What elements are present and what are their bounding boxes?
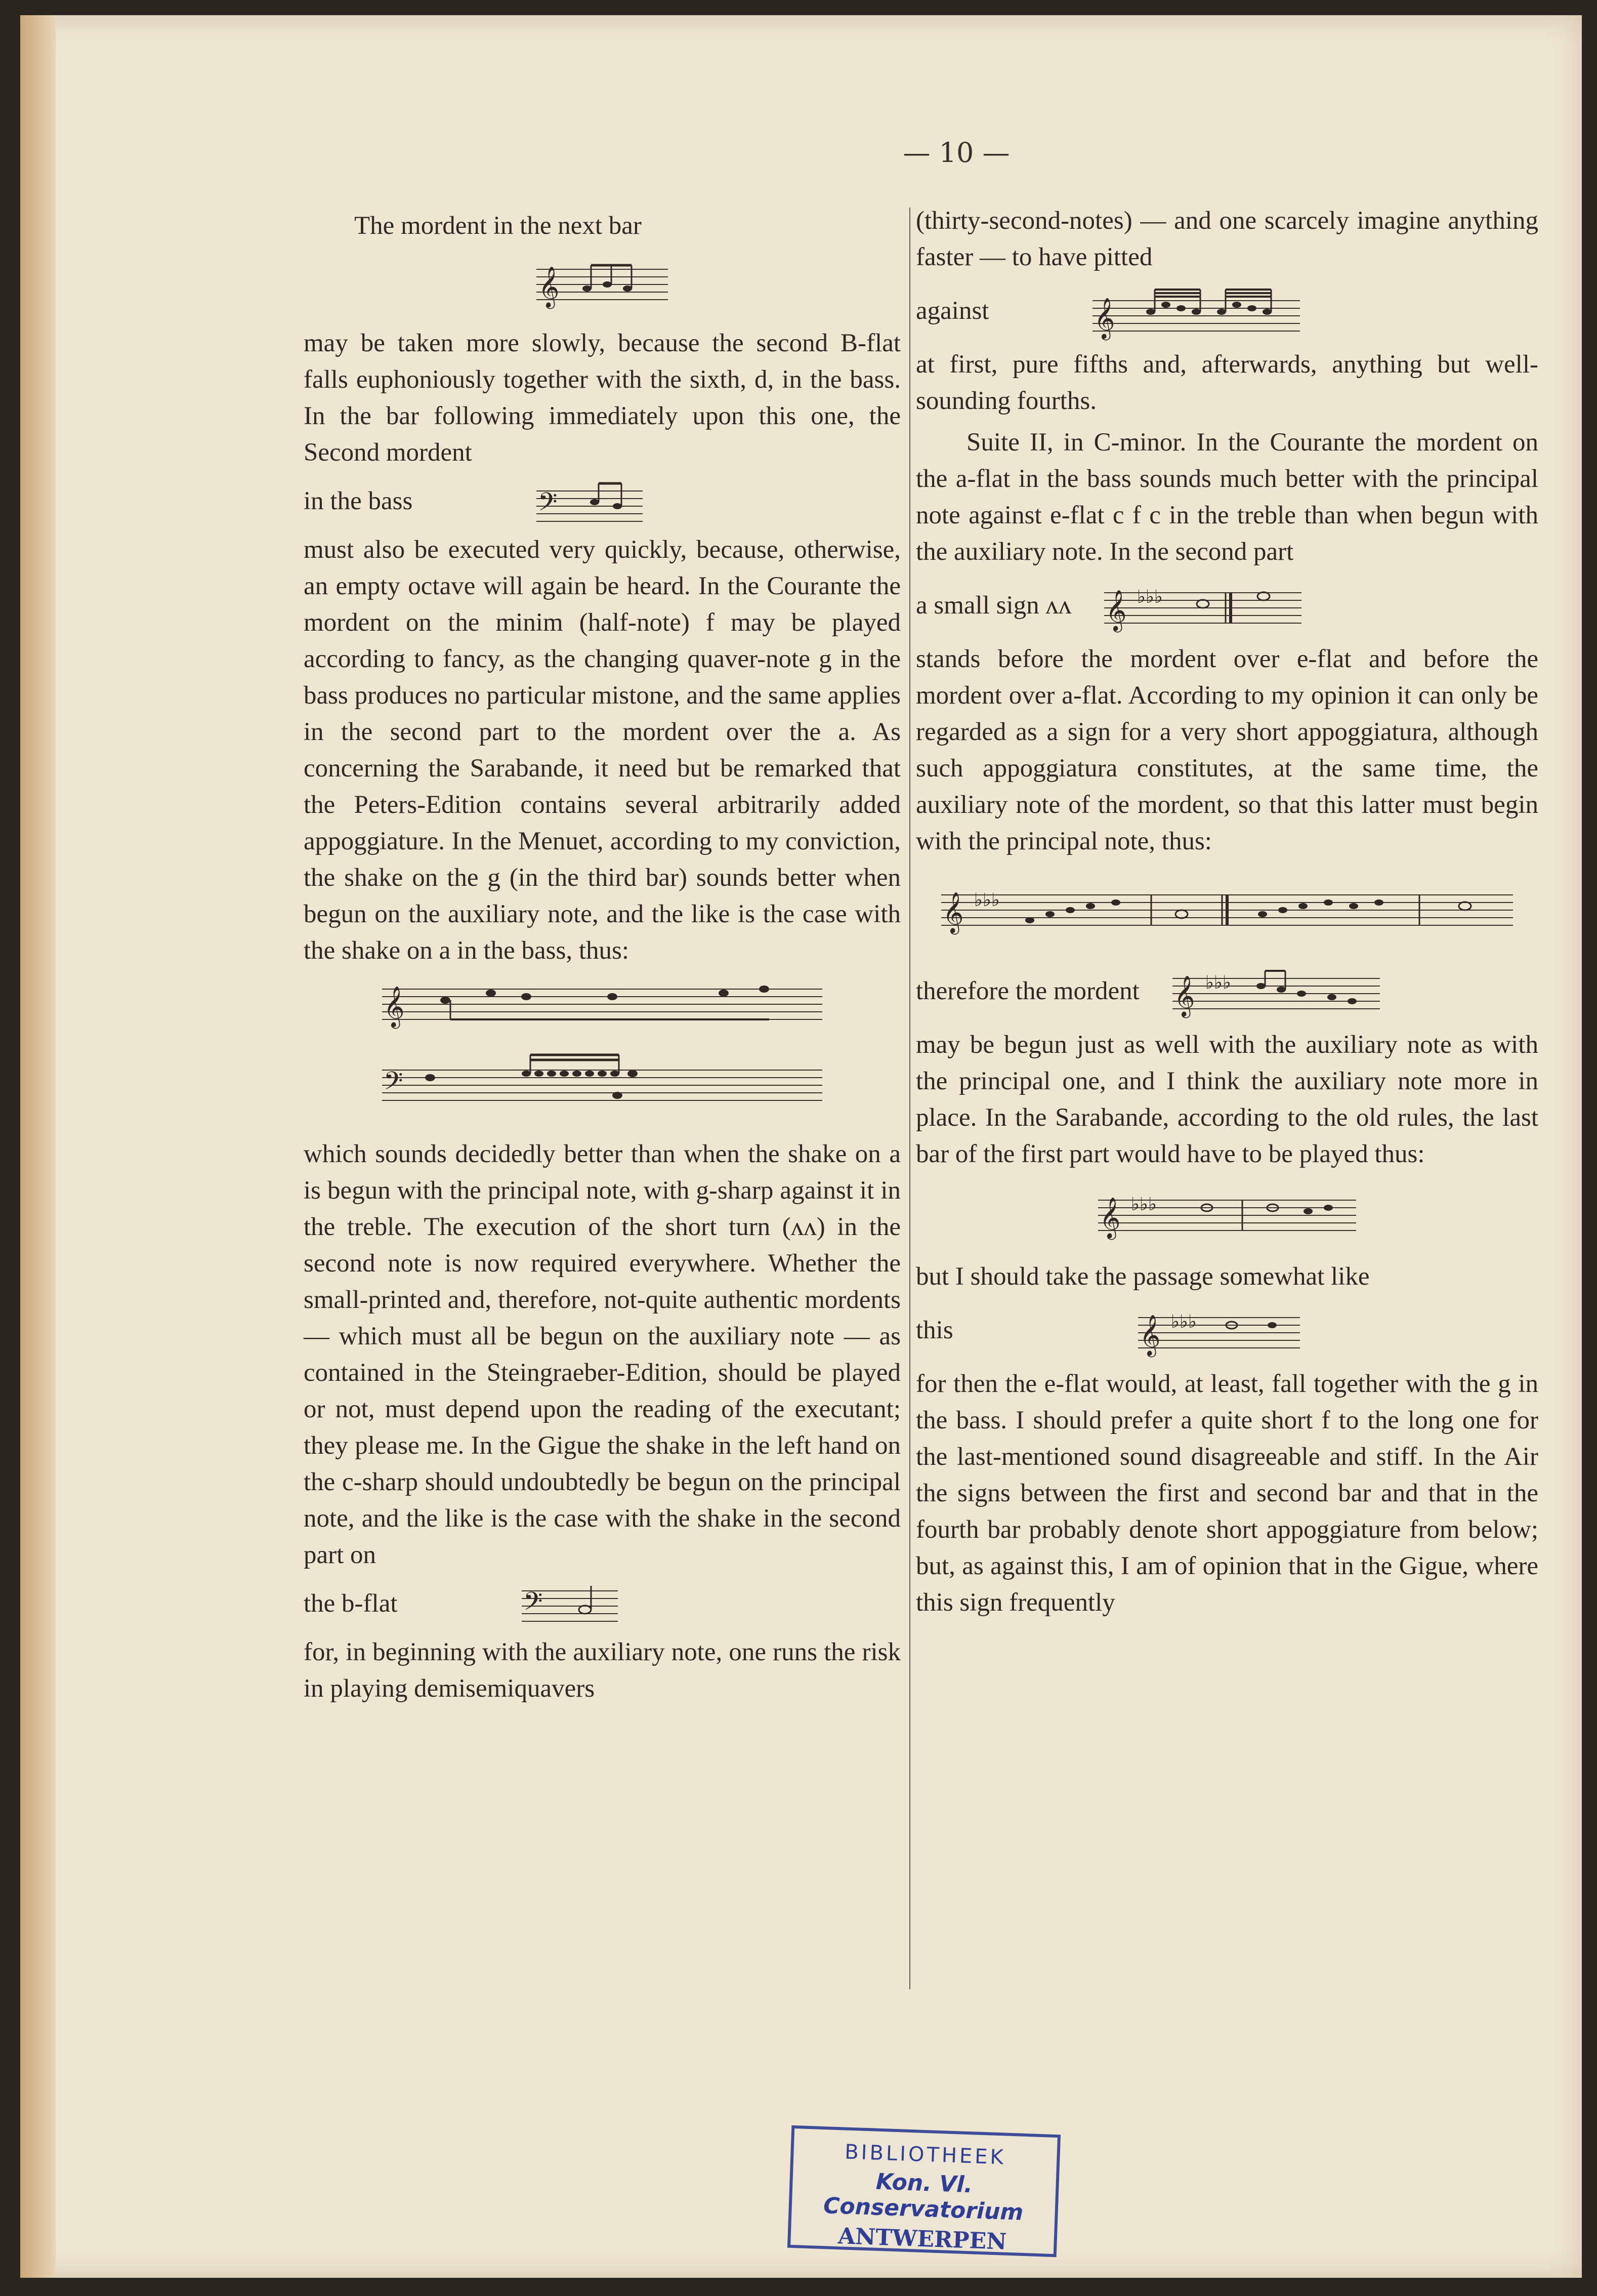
svg-text:♭♭♭: ♭♭♭ bbox=[1131, 1194, 1157, 1214]
right-against-row bbox=[916, 280, 1538, 341]
left-column bbox=[304, 202, 901, 1712]
music-staff-treble-demisemiquavers bbox=[1090, 280, 1302, 341]
svg-text:𝄞: 𝄞 bbox=[384, 986, 405, 1027]
music-example-sarabande bbox=[916, 1182, 1538, 1243]
right-para-6: may be begun just as well with the auxiliary note as with the principal one, and I think the auxiliary note more in place. In the Sarabande, according to the old rules, the last bar of the first part would have to be played thus: bbox=[916, 1031, 1538, 1168]
svg-text:♭♭♭: ♭♭♭ bbox=[1205, 972, 1231, 993]
left-bass-row bbox=[304, 476, 901, 526]
svg-text:𝄞: 𝄞 bbox=[538, 266, 560, 307]
left-bflat-row bbox=[304, 1578, 901, 1629]
music-staff-treble-mordent bbox=[531, 254, 673, 310]
music-staff-bass-bflat bbox=[519, 1578, 620, 1629]
music-staff-bass-mordent bbox=[534, 476, 645, 526]
right-para-7-label: this bbox=[916, 1316, 953, 1344]
stamp-line-3: ANTWERPEN bbox=[837, 2223, 1007, 2255]
right-para-8: for then the e-flat would, at least, fall together with the g in the bass. I should prefer a quite short f to the long one for the last-mentioned sound disagreeable and stiff. In the Air the signs between the first and second bar and that in the fourth bar probably denote short appoggiature from below; but, as against this, I am of opinion that in the Gigue, where this sign frequently bbox=[916, 1370, 1538, 1617]
right-column bbox=[916, 202, 1538, 1626]
document-page bbox=[20, 15, 1582, 2278]
left-para-2: may be taken more slowly, because the second B-flat falls euphoniously together with the sixth, d, in the bass. In the bar following immediately upon this one, the Second mordent bbox=[304, 329, 901, 467]
svg-text:𝄢: 𝄢 bbox=[538, 487, 558, 523]
left-para-5: for, in beginning with the auxiliary note, one runs the risk in playing demisemiquavers bbox=[304, 1638, 901, 1703]
left-para-1-row bbox=[354, 208, 901, 244]
svg-text:♭♭♭: ♭♭♭ bbox=[1137, 587, 1163, 607]
music-staff-this bbox=[1136, 1300, 1302, 1361]
left-para-4: which sounds decidedly better than when the shake on a is begun with the principal note, with g-sharp against it in the treble. The execution of the short turn (ʌʌ) in the second note is now required everywhere. Whether the small-printed and, therefore, not-quite authentic mordents — which must all be begun on the auxiliary note — as contained in the Steingraeber-Edition, should be played or not, must depend upon the reading of the executant; they please me. In the Gigue the shake in the left hand on the c-sharp should undoubtedly be begun on the principal note, and the like is the case with the shake in the second part on bbox=[304, 1140, 901, 1569]
music-example-2 bbox=[304, 979, 901, 1121]
music-example-1 bbox=[304, 254, 901, 310]
music-staff-sarabande bbox=[1096, 1182, 1359, 1243]
left-para-1-label: The mordent in the next bar bbox=[354, 212, 642, 240]
svg-text:𝄞: 𝄞 bbox=[1173, 975, 1195, 1016]
music-staff-cminor-sign bbox=[1102, 575, 1304, 636]
right-para-5-label: therefore the mordent bbox=[916, 977, 1140, 1005]
music-staff-therefore-mordent bbox=[1170, 961, 1382, 1021]
right-para-1-label: against bbox=[916, 297, 989, 325]
right-mordent-row bbox=[916, 961, 1538, 1021]
page-number: — 10 — bbox=[903, 137, 1010, 169]
column-divider bbox=[909, 208, 910, 1989]
stamp-line-1: BIBLIOTHEEK bbox=[844, 2140, 1006, 2169]
left-para-2-label: in the bass bbox=[304, 487, 413, 515]
page-spine bbox=[20, 15, 56, 2278]
stamp-line-2: Kon. Vl. Conservatorium bbox=[823, 2168, 1024, 2226]
svg-text:𝄞: 𝄞 bbox=[1139, 1314, 1161, 1356]
right-para-7: but I should take the passage somewhat like bbox=[916, 1262, 1370, 1291]
right-para-3: Suite II, in C-minor. In the Courante the mordent on the a-flat in the bass sounds much better with the principal note against e-flat c f c in the treble than when begun with the auxiliary note. In the second part bbox=[916, 428, 1538, 566]
left-para-4-label: the b-flat bbox=[304, 1589, 398, 1618]
svg-text:♭♭♭: ♭♭♭ bbox=[1170, 1311, 1197, 1332]
music-example-thus bbox=[916, 870, 1538, 946]
left-para-3: must also be executed very quickly, because, otherwise, an empty octave will again be heard. In the Courante the mordent on the minim (half-note) f may be played according to fancy, as the changing quaver-note g in the bass produces no particular mistone, and the same applies in the second part to the mordent over the a. As concerning the Sarabande, it need but be remarked that the Peters-Edition contains several arbitrarily added appoggiature. In the Menuet, according to my conviction, the shake on the g (in the third bar) sounds better when begun on the auxiliary note, and the like is the case with the shake on a in the bass, thus: bbox=[304, 536, 901, 965]
svg-text:𝄢: 𝄢 bbox=[523, 1587, 543, 1622]
svg-text:𝄢: 𝄢 bbox=[384, 1067, 403, 1102]
music-grand-staff-menuet bbox=[380, 979, 825, 1121]
right-this-row bbox=[916, 1300, 1538, 1361]
svg-text:♭♭♭: ♭♭♭ bbox=[974, 890, 1000, 910]
library-stamp bbox=[787, 2125, 1061, 2257]
svg-text:𝄞: 𝄞 bbox=[1100, 1197, 1121, 1238]
right-sign-row bbox=[916, 575, 1538, 636]
svg-text:𝄞: 𝄞 bbox=[1106, 589, 1127, 631]
right-para-4: stands before the mordent over e-flat and before the mordent over a-flat. According to my opinion it can only be regarded as a sign for a very short appoggiatura, although such appoggiatura constitutes, at the same time, the auxiliary note of the mordent, so that this latter must begin with the principal note, thus: bbox=[916, 645, 1538, 855]
right-para-3-label: a small sign ʌʌ bbox=[916, 591, 1072, 620]
right-para-2: at first, pure fifths and, afterwards, anything but well-sounding fourths. bbox=[916, 350, 1538, 415]
right-para-1: (thirty-second-notes) — and one scarcely imagine anything faster — to have pitted bbox=[916, 207, 1538, 271]
svg-text:𝄞: 𝄞 bbox=[943, 891, 964, 933]
svg-text:𝄞: 𝄞 bbox=[1094, 297, 1115, 339]
music-staff-treble-thus bbox=[939, 870, 1516, 946]
